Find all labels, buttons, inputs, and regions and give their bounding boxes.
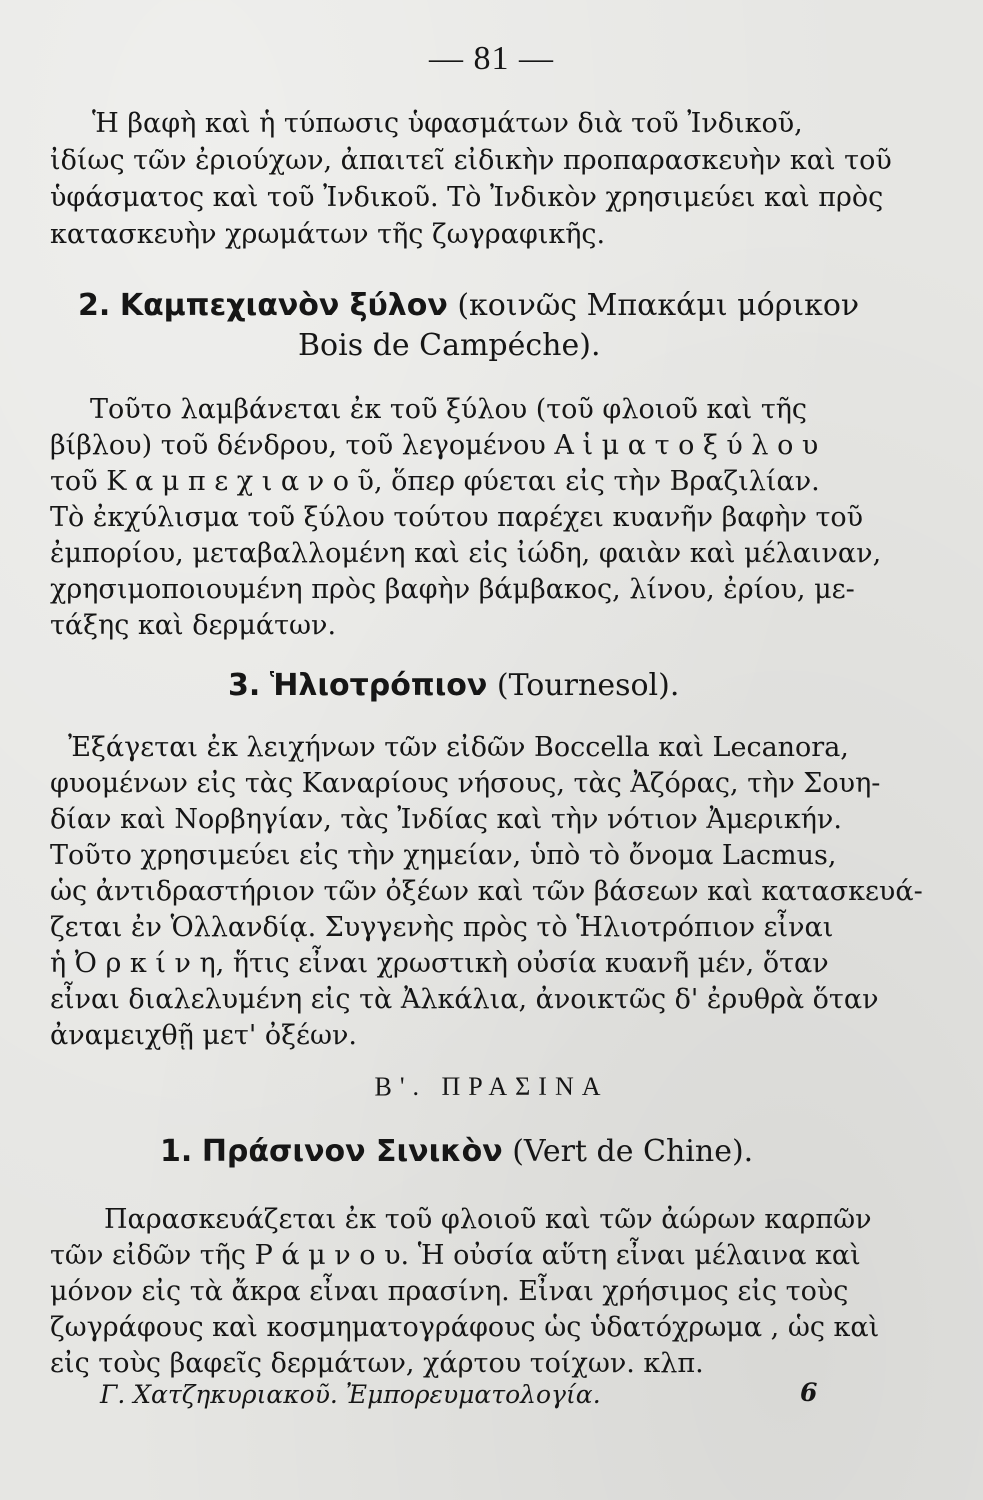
- heading-term: Καμπεχιανὸν ξύλον: [119, 288, 448, 323]
- text-line: Τοῦτο χρησιμεύει εἰς τὴν χημείαν, ὑπὸ τὸ ὄνομα Lacmus,: [50, 840, 837, 871]
- text-line: τάξης καὶ δερμάτων.: [50, 610, 337, 641]
- text-line: μόνον εἰς τὰ ἄκρα εἶναι πρασίνη. Εἶναι χρήσιμος εἰς τοὺς: [50, 1276, 849, 1307]
- heading-note: Bois de Campéche).: [298, 328, 601, 363]
- text-line: βίβλου) τοῦ δένδρου, τοῦ λεγομένου Α ἱ μ α τ ο ξ ύ λ ο υ: [50, 430, 819, 461]
- heading-note: (Vert de Chine).: [512, 1134, 754, 1169]
- heading-campeche-wood-subtitle: [298, 328, 601, 363]
- heading-term: Πράσινον Σινικὸν: [201, 1134, 503, 1169]
- text-line: φυομένων εἰς τὰς Καναρίους νήσους, τὰς Ἀζόρας, τὴν Σουη-: [50, 768, 881, 799]
- text-line: δίαν καὶ Νορβηγίαν, τὰς Ἰνδίας καὶ τὴν νότιον Ἀμερικήν.: [50, 804, 842, 835]
- text-line: ἡ Ὀ ρ κ ί ν η, ἥτις εἶναι χρωστικὴ οὐσία κυανῆ μέν, ὅταν: [50, 948, 829, 979]
- text-line: εἰς τοὺς βαφεῖς δερμάτων, χάρτου τοίχων. κλπ.: [50, 1348, 704, 1379]
- heading-chinese-green: [160, 1134, 753, 1169]
- text-line: ζωγράφους καὶ κοσμηματογράφους ὡς ὑδατόχρωμα , ὡς καὶ: [50, 1312, 880, 1343]
- text-line: Ἡ βαφὴ καὶ ἡ τύπωσις ὑφασμάτων διὰ τοῦ Ἰνδικοῦ,: [92, 108, 803, 139]
- heading-campeche-wood: [78, 288, 859, 323]
- heading-number: 1.: [160, 1134, 193, 1169]
- section-title: Β'. ΠΡΑΣΙΝΑ: [374, 1072, 609, 1101]
- heading-note: (κοινῶς Μπακάμι μόρικον: [457, 288, 860, 323]
- text-line: τῶν εἰδῶν τῆς Ρ ά μ ν ο υ. Ἡ οὐσία αὕτη εἶναι μέλαινα καὶ: [50, 1240, 861, 1271]
- text-line: τοῦ Κ α μ π ε χ ι α ν ο ῦ, ὅπερ φύεται εἰς τὴν Βραζιλίαν.: [50, 466, 820, 497]
- footer-citation: Γ. Χατζηκυριακοῦ. Ἐμπορευματολογία.: [100, 1380, 601, 1409]
- heading-number: 2.: [78, 288, 111, 323]
- text-line: Παρασκευάζεται ἐκ τοῦ φλοιοῦ καὶ τῶν ἀώρων καρπῶν: [104, 1204, 872, 1235]
- text-line: Τὸ ἐκχύλισμα τοῦ ξύλου τούτου παρέχει κυανῆν βαφὴν τοῦ: [50, 502, 864, 533]
- text-line: εἶναι διαλελυμένη εἰς τὰ Ἀλκάλια, ἀνοικτῶς δ' ἐρυθρὰ ὅταν: [50, 984, 879, 1015]
- heading-note: (Tournesol).: [496, 668, 680, 703]
- text-line: ὑφάσματος καὶ τοῦ Ἰνδικοῦ. Τὸ Ἰνδικὸν χρησιμεύει καὶ πρὸς: [50, 182, 884, 213]
- text-line: κατασκευὴν χρωμάτων τῆς ζωγραφικῆς.: [50, 219, 606, 250]
- heading-term: Ἡλιοτρόπιον: [269, 668, 488, 703]
- text-line: χρησιμοποιουμένη πρὸς βαφὴν βάμβακος, λίνου, ἐρίου, με-: [50, 574, 855, 605]
- text-line: ὡς ἀντιδραστήριον τῶν ὀξέων καὶ τῶν βάσεων καὶ κατασκευά-: [50, 876, 923, 907]
- heading-heliotrope: [228, 668, 679, 703]
- footer-sheet-number: 6: [800, 1378, 818, 1407]
- text-line: ἀναμειχθῇ μετ' ὀξέων.: [50, 1020, 357, 1051]
- text-line: Τοῦτο λαμβάνεται ἐκ τοῦ ξύλου (τοῦ φλοιοῦ καὶ τῆς: [90, 394, 808, 425]
- heading-number: 3.: [228, 668, 261, 703]
- text-line: ἰδίως τῶν ἐριούχων, ἀπαιτεῖ εἰδικὴν προπαρασκευὴν καὶ τοῦ: [50, 145, 892, 176]
- text-line: ζεται ἐν Ὁλλανδίᾳ. Συγγενὴς πρὸς τὸ Ἡλιοτρόπιον εἶναι: [50, 912, 834, 943]
- page-number: — 81 —: [429, 40, 554, 77]
- text-line: Ἐξάγεται ἐκ λειχήνων τῶν εἰδῶν Boccella καὶ Lecanora,: [68, 732, 849, 763]
- text-line: ἐμπορίου, μεταβαλλομένη καὶ εἰς ἰώδη, φαιὰν καὶ μέλαιναν,: [50, 538, 882, 569]
